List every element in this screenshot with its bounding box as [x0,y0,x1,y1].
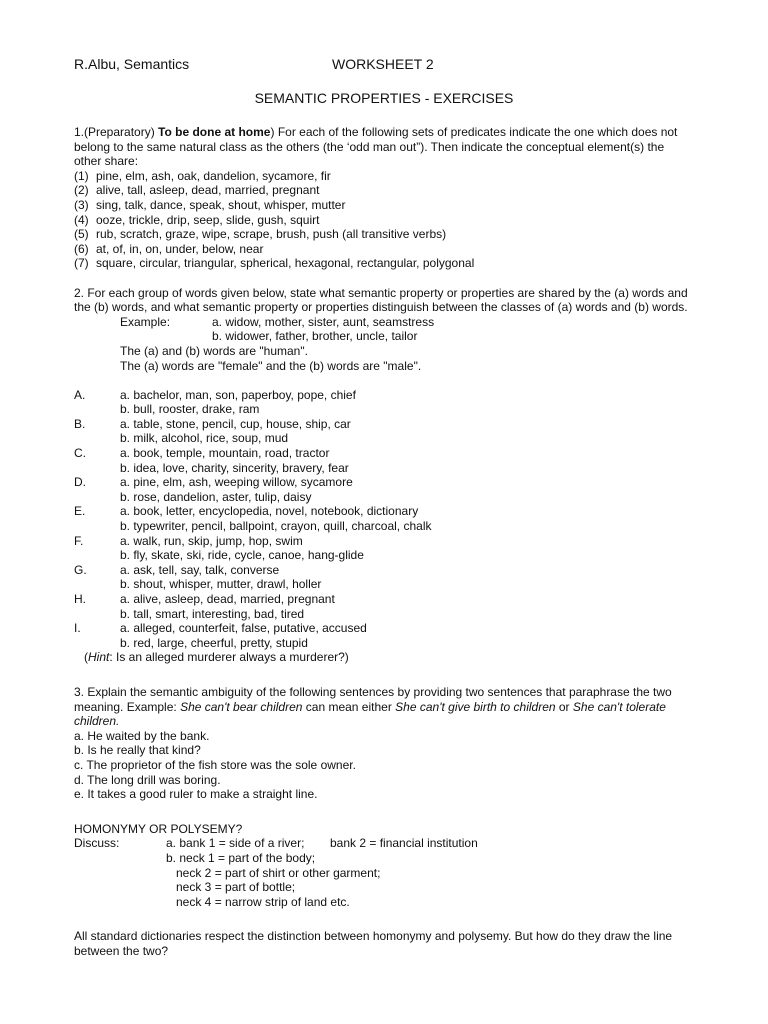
header-worksheet-number: WORKSHEET 2 [332,56,434,72]
word-group [74,563,720,592]
word-group [74,534,720,563]
text-span: or [555,699,573,714]
group-letter: E. [74,504,86,519]
worksheet-body [74,125,720,958]
group-a-words: a. alive, asleep, dead, married, pregnant [120,592,335,606]
group-letter: C. [74,446,86,461]
sentence-item: b. Is he really that kind? [74,743,201,758]
exercise-1-line-2: belong to the same natural class as the others (the ‘odd man out”). Then indicate the conceptual element(s) the [74,139,665,154]
item-text: rub, scratch, graze, wipe, scrape, brush, push (all transitive verbs) [96,227,447,242]
group-a-words: a. walk, run, skip, jump, hop, swim [120,533,303,548]
item-number: (1) [74,168,89,183]
list-item [74,242,720,257]
neck-2-definition: neck 2 = part of shirt or other garment; [176,865,381,880]
section-heading: HOMONYMY OR POLYSEMY? [74,821,243,836]
item-text: alive, tall, asleep, dead, married, pregnant [96,183,320,198]
group-b-words: b. tall, smart, interesting, bad, tired [120,606,305,621]
example-a: a. widow, mother, sister, aunt, seamstress [212,314,435,329]
item-text: at, of, in, on, under, below, near [96,241,264,256]
group-letter: B. [74,416,86,431]
group-b-words: b. bull, rooster, drake, ram [120,402,260,417]
group-letter: A. [74,387,86,402]
text-span: meaning. Example: [74,699,181,714]
hint-text: : Is an alleged murderer always a murderer?) [109,650,349,665]
item-text: pine, elm, ash, oak, dandelion, sycamore, fir [96,168,331,183]
item-text: sing, talk, dance, speak, shout, whisper, mutter [96,197,346,212]
sentence-item: a. He waited by the bank. [74,728,210,743]
item-number: (3) [74,197,89,212]
paraphrase-2-end: children. [74,714,120,729]
item-number: (6) [74,241,89,256]
page-title: SEMANTIC PROPERTIES - EXERCISES [254,90,514,106]
word-group [74,592,720,621]
item-text: ooze, trickle, drip, seep, slide, gush, squirt [96,212,320,227]
homonymy-section [74,822,720,910]
exercise-2-line-2: the (b) words, and what semantic property or properties distinguish between the classes of (a) words and (b) words. [74,300,688,315]
item-number: (5) [74,227,89,242]
example-note-2: The (a) words are "female" and the (b) words are "male". [120,358,422,373]
word-group [74,388,720,417]
group-letter: G. [74,562,87,577]
group-a-words: a. ask, tell, say, talk, converse [120,562,280,577]
example-row [74,315,720,330]
list-item [74,256,720,271]
example-label: Example: [120,314,171,329]
discuss-row [74,836,720,851]
exercise-1-line-3: other share: [74,154,139,169]
exercise-1-line-1 [74,125,720,140]
exercise-3-line-2 [74,700,720,715]
list-item [74,227,720,242]
group-a-words: a. bachelor, man, son, paperboy, pope, chief [120,387,356,402]
header-author: R.Albu, Semantics [74,56,190,72]
exercise-2-line-1: 2. For each group of words given below, state what semantic property or properties are shared by the (a) words and [74,285,688,300]
group-a-words: a. book, temple, mountain, road, tractor [120,446,330,461]
closing-line-1: All standard dictionaries respect the distinction between homonymy and polysemy. But how do they draw the line [74,929,673,944]
exercise-1-bold-note: To be done at home [158,125,271,139]
group-b-words: b. fly, skate, ski, ride, cycle, canoe, hang-glide [120,548,364,563]
group-a-words: a. pine, elm, ash, weeping willow, sycamore [120,475,353,490]
hint-line [74,650,720,665]
example-sentence: She can't bear children [180,699,303,714]
group-letter: H. [74,592,86,606]
sentence-item: d. The long drill was boring. [74,772,221,787]
group-b-words: b. red, large, cheerful, pretty, stupid [120,635,308,650]
exercise-2 [74,286,720,665]
exercise-3 [74,685,720,802]
word-group [74,417,720,446]
group-b-words: b. idea, love, charity, sincerity, bravery, fear [120,460,349,475]
item-number: (7) [74,256,89,271]
group-letter: I. [74,621,81,636]
group-b-words: b. typewriter, pencil, ballpoint, crayon, quill, charcoal, chalk [120,519,432,534]
exercise-1 [74,125,720,271]
bank-2-definition: bank 2 = financial institution [330,836,478,851]
paraphrase-2: She can't tolerate [572,699,666,714]
neck-1-definition: b. neck 1 = part of the body; [166,850,316,865]
group-b-words: b. rose, dandelion, aster, tulip, daisy [120,489,312,504]
group-a-words: a. alleged, counterfeit, false, putative, accused [120,621,367,636]
paraphrase-1: She can't give birth to children [395,699,556,714]
group-letter: D. [74,475,86,490]
closing-question [74,929,720,958]
sentence-item: c. The proprietor of the fish store was the sole owner. [74,757,356,772]
group-letter: F. [74,533,84,548]
word-group [74,504,720,533]
list-item [74,198,720,213]
word-group [74,475,720,504]
group-b-words: b. shout, whisper, mutter, drawl, holler [120,577,322,592]
hint-open: ( [84,650,88,665]
text-span: can mean either [302,699,396,714]
list-item [74,169,720,184]
neck-3-definition: neck 3 = part of bottle; [176,880,296,895]
exercise-3-line-3 [74,714,720,729]
sentence-item: e. It takes a good ruler to make a straight line. [74,787,318,802]
closing-line-2: between the two? [74,943,169,958]
discuss-label: Discuss: [74,836,120,851]
example-note-1: The (a) and (b) words are "human". [120,343,308,358]
list-item [74,183,720,198]
item-number: (4) [74,212,89,227]
item-text: square, circular, triangular, spherical, hexagonal, rectangular, polygonal [96,256,475,271]
exercise-3-line-1: 3. Explain the semantic ambiguity of the following sentences by providing two sentences that paraphrase the two [74,684,672,699]
item-number: (2) [74,183,89,198]
group-a-words: a. table, stone, pencil, cup, house, ship, car [120,416,351,431]
exercise-1-line-1-rest: ) For each of the following sets of predicates indicate the one which does not [270,125,678,139]
neck-4-definition: neck 4 = narrow strip of land etc. [176,894,350,909]
group-a-words: a. book, letter, encyclopedia, novel, notebook, dictionary [120,504,419,519]
hint-label: Hint [88,650,110,665]
example-b: b. widower, father, brother, uncle, tailor [212,329,418,344]
group-b-words: b. milk, alcohol, rice, soup, mud [120,431,289,446]
exercise-1-prefix: 1.(Preparatory) [74,125,159,139]
word-group [74,446,720,475]
list-item [74,213,720,228]
bank-1-definition: a. bank 1 = side of a river; [166,836,305,851]
word-group [74,621,720,650]
